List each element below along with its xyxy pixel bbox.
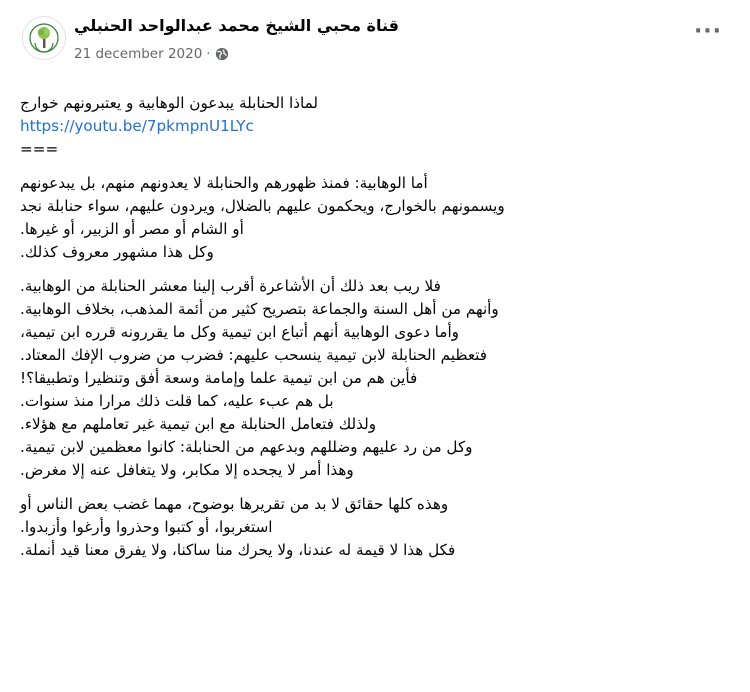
paragraph-1 xyxy=(20,172,730,264)
text-line: أما الوهابية: فمنذ ظهورهم والحنابلة لا يعدونهم منهم، بل يبدعونهم xyxy=(20,174,428,192)
text-line: فأين هم من ابن تيمية علما وإمامة وسعة أفق وتنظيرا وتطبيقا؟! xyxy=(20,369,418,387)
globe-icon[interactable] xyxy=(215,47,229,61)
post-header xyxy=(20,14,732,70)
text-line: ويسمونهم بالخوارج، ويحكمون عليهم بالضلال، ويردون عليهم، سواء حنابلة نجد xyxy=(20,197,505,215)
post-meta xyxy=(74,46,229,62)
tree-logo-icon xyxy=(23,17,65,59)
text-line: فكل هذا لا قيمة له عندنا، ولا يحرك منا ساكنا، ولا يفرق معنا قيد أنملة. xyxy=(20,541,456,559)
youtube-link[interactable]: https://youtu.be/7pkmpnU1LYc xyxy=(20,117,254,135)
meta-separator: · xyxy=(206,46,211,62)
text-line: وأما دعوى الوهابية أنهم أتباع ابن تيمية وكل ما يقررونه قرره ابن تيمية، xyxy=(20,323,459,341)
text-line: أو الشام أو مصر أو الزبير، أو غيرها. xyxy=(20,220,244,238)
text-line: وأنهم من أهل السنة والجماعة بتصريح كثير من أئمة المذهب، بخلاف الوهابية. xyxy=(20,300,499,318)
text-line: بل هم عبء عليه، كما قلت ذلك مرارا منذ سنوات. xyxy=(20,392,334,410)
text-line: فلا ريب بعد ذلك أن الأشاعرة أقرب إلينا معشر الحنابلة من الوهابية. xyxy=(20,277,441,295)
paragraph-3 xyxy=(20,493,730,562)
text-line: استغربوا، أو كتبوا وحذروا وأرغوا وأزبدوا. xyxy=(20,518,273,536)
text-line: فتعظيم الحنابلة لابن تيمية ينسحب عليهم: فضرب من ضروب الإفك المعتاد. xyxy=(20,346,488,364)
text-line: ولذلك فتعامل الحنابلة مع ابن تيمية غير تعاملهم مع هؤلاء. xyxy=(20,415,377,433)
text-line: وكل هذا مشهور معروف كذلك. xyxy=(20,243,214,261)
post-date[interactable]: 21 december 2020 xyxy=(74,46,203,62)
divider-text: === xyxy=(20,140,59,158)
more-options-button[interactable]: ··· xyxy=(693,19,723,44)
post-body xyxy=(20,92,730,573)
page-name[interactable]: قناة محبي الشيخ محمد عبدالواحد الحنبلي xyxy=(74,16,399,35)
text-line: وهذا أمر لا يجحده إلا مكابر، ولا يتغافل عنه إلا مغرض. xyxy=(20,461,354,479)
text-line: وهذه كلها حقائق لا بد من تقريرها بوضوح، مهما غضب بعض الناس أو xyxy=(20,495,449,513)
page-avatar[interactable] xyxy=(22,16,66,60)
post-title: لماذا الحنابلة يبدعون الوهابية و يعتبرونهم خوارج xyxy=(20,94,319,112)
paragraph-2 xyxy=(20,275,730,482)
text-line: وكل من رد عليهم وضللهم وبدعهم من الحنابلة: كانوا معظمين لابن تيمية. xyxy=(20,438,473,456)
